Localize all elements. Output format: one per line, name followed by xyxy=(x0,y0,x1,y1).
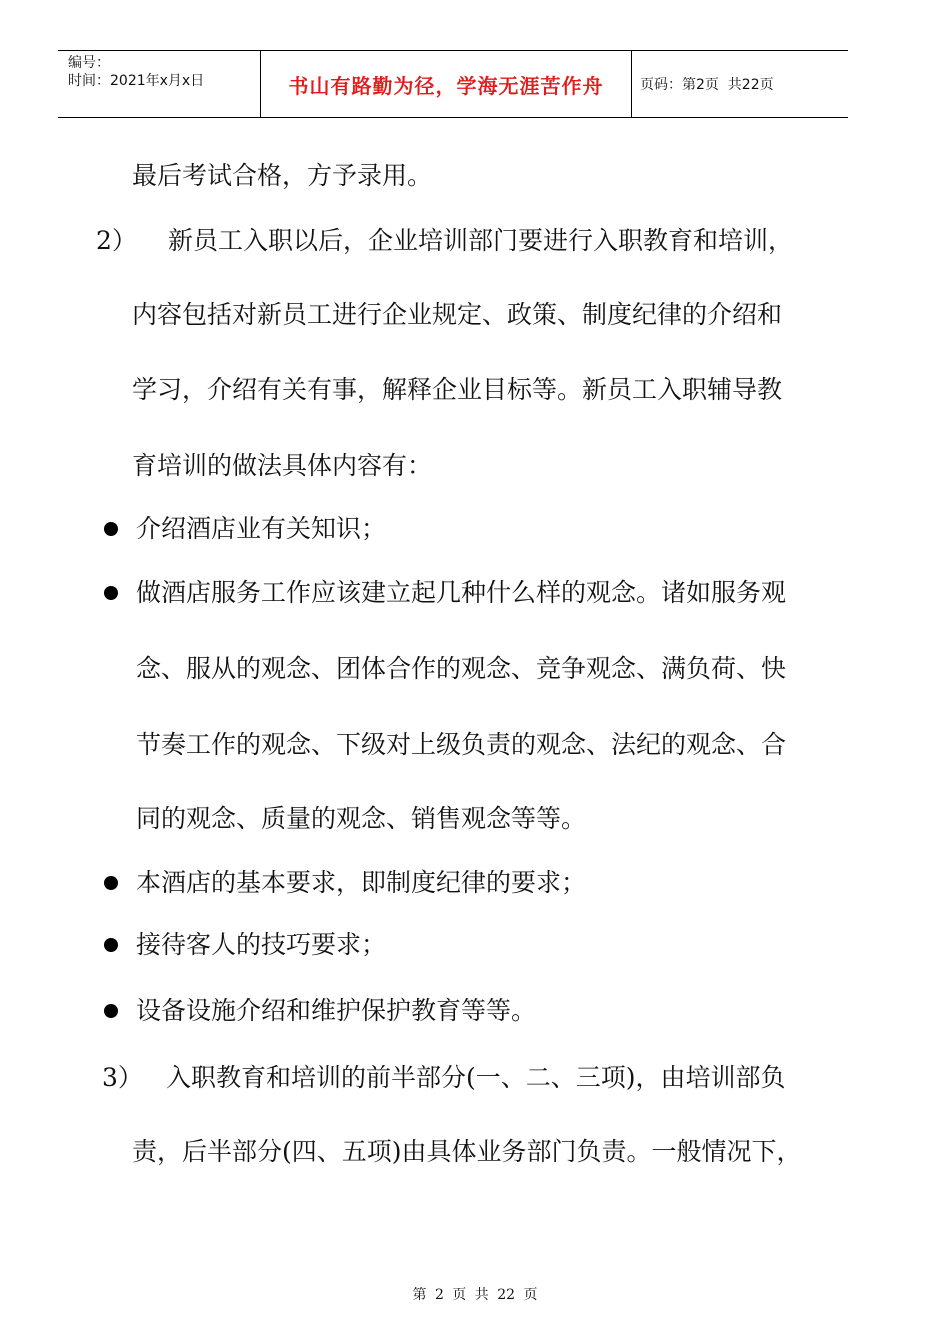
item-2-line-2: 内容包括对新员工进行企业规定、政策、制度纪律的介绍和 xyxy=(132,300,783,329)
page-header xyxy=(58,50,848,118)
bullet-dot xyxy=(104,586,118,600)
bullet-5-line-1: 设备设施介绍和维护保护教育等等。 xyxy=(136,996,537,1025)
header-time-label: 时间：2021年x月x日 xyxy=(68,73,205,89)
header-number-label: 编号： xyxy=(68,55,110,71)
bullet-dot xyxy=(104,938,118,952)
header-meta xyxy=(58,51,260,117)
bullet-2-line-3: 节奏工作的观念、下级对上级负责的观念、法纪的观念、合 xyxy=(136,730,787,759)
header-page-label: 页码：第2页 共22页 xyxy=(640,77,774,93)
item-2-number: 2） xyxy=(96,226,137,255)
bullet-dot xyxy=(104,1004,118,1018)
body-line-1: 最后考试合格，方予录用。 xyxy=(132,161,433,190)
item-2-line-1: 新员工入职以后，企业培训部门要进行入职教育和培训， xyxy=(168,226,794,255)
item-3-line-2: 责，后半部分(四、五项)由具体业务部门负责。一般情况下， xyxy=(132,1137,802,1166)
header-motto xyxy=(260,51,632,117)
bullet-dot xyxy=(104,522,118,536)
bullet-2-line-2: 念、服从的观念、团体合作的观念、竞争观念、满负荷、快 xyxy=(136,654,787,683)
bullet-dot xyxy=(104,876,118,890)
item-3-number: 3） xyxy=(102,1063,143,1092)
bullet-4-line-1: 接待客人的技巧要求； xyxy=(136,930,387,959)
bullet-2-line-4: 同的观念、质量的观念、销售观念等等。 xyxy=(136,804,587,833)
bullet-2-line-1: 做酒店服务工作应该建立起几种什么样的观念。诸如服务观 xyxy=(136,578,787,607)
bullet-3-line-1: 本酒店的基本要求，即制度纪律的要求； xyxy=(136,868,587,897)
item-2-line-4: 育培训的做法具体内容有： xyxy=(132,451,433,480)
item-3-line-1: 入职教育和培训的前半部分(一、二、三项)，由培训部负 xyxy=(166,1063,786,1092)
header-page-info xyxy=(632,51,848,117)
page-footer xyxy=(0,1284,950,1304)
header-motto-text: 书山有路勤为径，学海无涯苦作舟 xyxy=(288,73,604,98)
bullet-1-line-1: 介绍酒店业有关知识； xyxy=(136,514,387,543)
footer-page-number: 第 2 页 共 22 页 xyxy=(412,1287,538,1303)
item-2-line-3: 学习，介绍有关有事，解释企业目标等。新员工入职辅导教 xyxy=(132,375,783,404)
